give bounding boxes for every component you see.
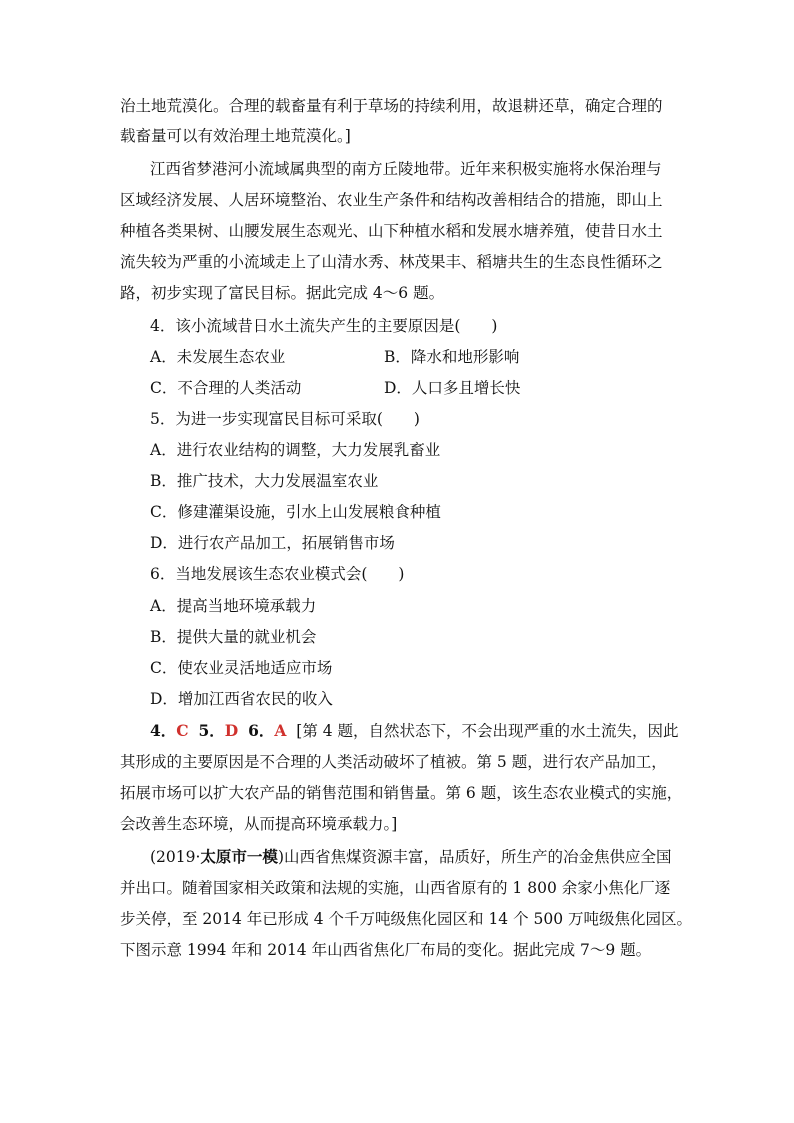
question-5-option-b: B．推广技术，大力发展温室农业 [150, 472, 379, 490]
answer-5-number: 5． [198, 721, 225, 740]
question-6-option-a: A．提高当地环境承载力 [150, 597, 317, 615]
question-4-stem: 4．该小流域昔日水土流失产生的主要原因是( ) [150, 317, 498, 335]
answer-6-key: A [274, 721, 287, 740]
passage2-line5: 路，初步实现了富民目标。据此完成 4～6 题。 [120, 284, 445, 302]
passage3-line1-text: )山西省焦煤资源丰富，品质好，所生产的冶金焦供应全国 [277, 848, 672, 866]
question-5-option-a: A．进行农业结构的调整，大力发展乳畜业 [150, 441, 441, 459]
question-4-option-d: D．人口多且增长快 [384, 379, 521, 397]
passage1-line1: 治土地荒漠化。合理的载畜量有利于草场的持续利用，故退耕还草，确定合理的 [120, 97, 663, 115]
question-4-option-c: C．不合理的人类活动 [150, 379, 302, 397]
question-5-option-d: D．进行农产品加工，拓展销售市场 [150, 534, 395, 552]
answer-4-key: C [176, 721, 189, 740]
passage3-line3: 步关停，至 2014 年已形成 4 个千万吨级焦化园区和 14 个 500 万吨级焦化园区。 [120, 910, 693, 928]
passage3-source-year: (2019· [150, 848, 201, 866]
passage3-source-name: 太原市一模 [200, 847, 278, 866]
passage2-line4: 流失较为严重的小流域走上了山清水秀、林茂果丰、稻塘共生的生态良性循环之 [120, 253, 663, 271]
answer-5-key: D [224, 721, 239, 740]
passage3-line1 [150, 847, 672, 867]
question-6-stem: 6．当地发展该生态农业模式会( ) [150, 565, 405, 583]
question-4-option-b: B．降水和地形影响 [384, 348, 520, 366]
question-5-option-c: C．修建灌渠设施，引水上山发展粮食种植 [150, 503, 441, 521]
passage1-line2: 载畜量可以有效治理土地荒漠化。] [120, 127, 351, 145]
question-4-option-a: A．未发展生态农业 [150, 348, 286, 366]
question-6-option-b: B．提供大量的就业机会 [150, 628, 317, 646]
question-6-option-d: D．增加江西省农民的收入 [150, 690, 333, 708]
answer-line1 [150, 721, 679, 741]
answer-line4: 会改善生态环境，从而提高环境承载力。] [120, 815, 398, 833]
passage2-line1: 江西省梦港河小流域属典型的南方丘陵地带。近年来积极实施将水保治理与 [150, 160, 662, 178]
answer-line3: 拓展市场可以扩大农产品的销售范围和销售量。第 6 题，该生态农业模式的实施， [120, 784, 683, 802]
passage2-line2: 区域经济发展、人居环境整治、农业生产条件和结构改善相结合的措施，即山上 [120, 191, 663, 209]
answer-explanation-start: [第 4 题，自然状态下，不会出现严重的水土流失，因此 [296, 722, 679, 740]
answer-6-number: 6． [248, 721, 275, 740]
answer-line2: 其形成的主要原因是不合理的人类活动破坏了植被。第 5 题，进行农产品加工， [120, 753, 667, 771]
passage2-line3: 种植各类果树、山腰发展生态观光、山下种植水稻和发展水塘养殖，使昔日水土 [120, 222, 663, 240]
passage3-line4: 下图示意 1994 年和 2014 年山西省焦化厂布局的变化。据此完成 7～9 题。 [120, 941, 652, 959]
question-6-option-c: C．使农业灵活地适应市场 [150, 659, 333, 677]
passage3-line2: 并出口。随着国家相关政策和法规的实施，山西省原有的 1 800 余家小焦化厂逐 [120, 879, 671, 897]
question-5-stem: 5．为进一步实现富民目标可采取( ) [150, 410, 420, 428]
answer-4-number: 4． [150, 721, 177, 740]
